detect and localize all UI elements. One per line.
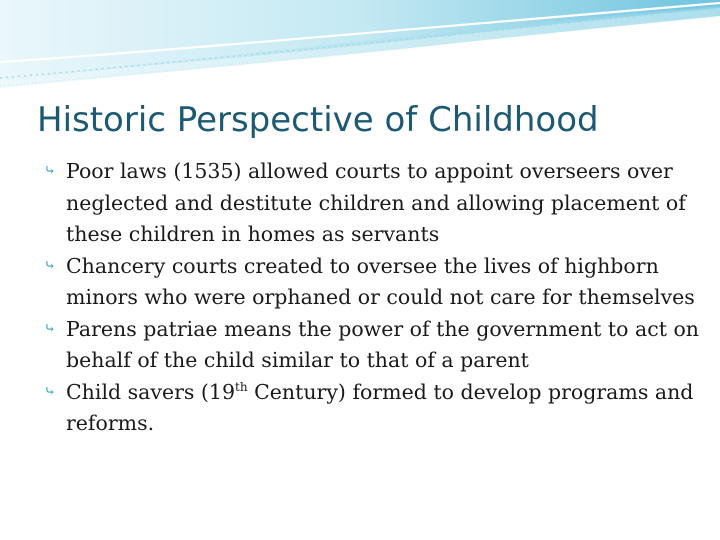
bullet-text-after: Century) formed to develop programs and reforms. [66, 379, 694, 435]
curl-arrow-icon: ⤷ [44, 320, 56, 337]
bullet-item-child-savers [44, 377, 704, 440]
bullet-text: Chancery courts created to oversee the lives of highborn minors who were orphaned or could not care for themselves [66, 253, 695, 309]
bullet-text-before: Child savers (19 [66, 379, 236, 404]
slide-title: Historic Perspective of Childhood [37, 100, 599, 140]
bullet-list [44, 156, 704, 440]
bullet-superscript: th [235, 379, 248, 394]
bullet-item-parens-patriae [44, 314, 704, 377]
bullet-item-poor-laws [44, 156, 704, 251]
curl-arrow-icon: ⤷ [44, 257, 56, 274]
bullet-text: Poor laws (1535) allowed courts to appoint overseers over neglected and destitute children and allowing placement of these children in homes as servants [66, 159, 686, 246]
bullet-text: Parens patriae means the power of the government to act on behalf of the child similar to that of a parent [66, 316, 699, 372]
curl-arrow-icon: ⤷ [44, 163, 56, 179]
curl-arrow-icon: ⤷ [44, 383, 56, 400]
bullet-item-chancery-courts [44, 251, 704, 314]
decorative-header-band [0, 0, 720, 95]
